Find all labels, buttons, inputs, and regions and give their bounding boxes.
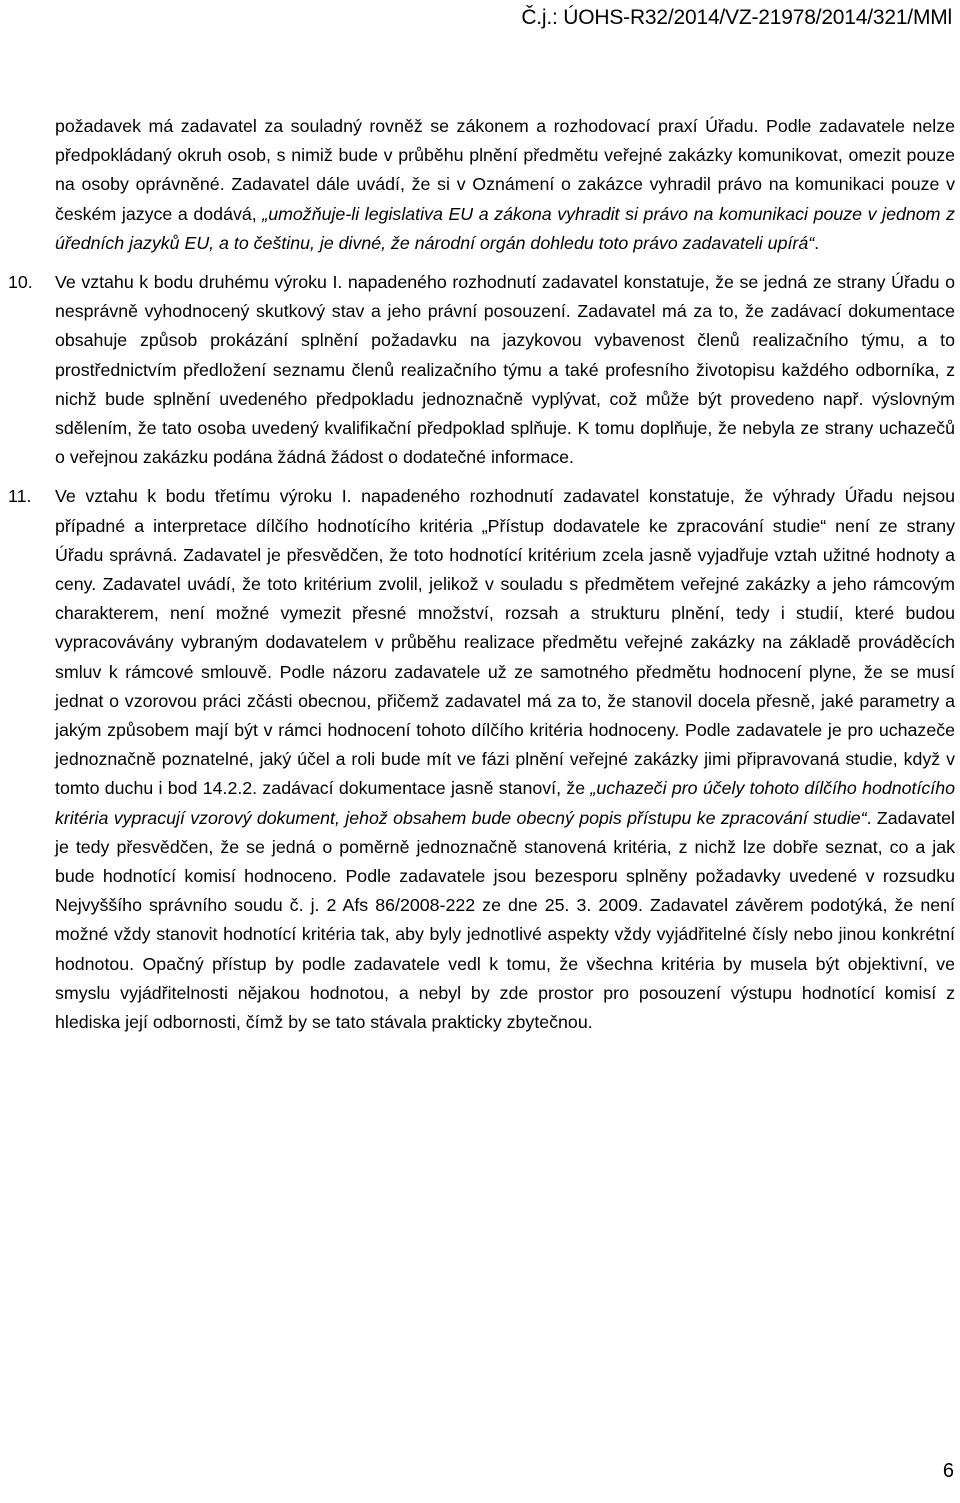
item-number: 11.	[8, 486, 32, 507]
item-text-part-end: . Zadavatel je tedy přesvědčen, že se jedná o poměrně jednoznačně stanovená kritéria, z nichž lze dobře seznat, co a jak bude hodnotící komisí hodnoceno. Podle zadavatele jsou bezesporu splněny požadavky uvedené v rozsudku Nejvyššího správního soudu č. j. 2 Afs 86/2008-222 ze dne 25. 3. 2009. Zadavatel závěrem podotýká, že není možné vždy stanovit hodnotící kritéria tak, aby byly jednotlivé aspekty vždy vyjádřitelné čísly nebo jinou konkrétní hodnotou. Opačný přístup by podle zadavatele vedl k tomu, že všechna kritéria by musela být objektivní, ve smyslu vyjádřitelnosti nějakou hodnotou, a nebyl by zde prostor pro posouzení výstupu hodnotící komisí z hlediska její odbornosti, čímž by se tato stávala prakticky zbytečnou.	[55, 807, 956, 1033]
document-body	[0, 112, 960, 1037]
item-text	[55, 482, 955, 1037]
paragraph-text-end: .	[814, 232, 820, 253]
numbered-item-11	[0, 482, 960, 1037]
item-quote: „uchazeči pro účely tohoto dílčího hodnotícího kritéria vypracují vzorový dokument, jehož obsahem bude obecný popis přístupu ke zpracování studie“	[55, 778, 955, 828]
item-text: Ve vztahu k bodu druhému výroku I. napadeného rozhodnutí zadavatel konstatuje, že se jedná ze strany Úřadu o nesprávně vyhodnocený skutkový stav a jeho právní posouzení. Zadavatel má za to, že zadávací dokumentace obsahuje způsob prokázání splnění požadavku na jazykovou vybavenost členů realizačního týmu, a to prostřednictvím předložení seznamu členů realizačního týmu a také profesního životopisu každého odborníka, z nichž bude splnění uvedeného předpokladu jednoznačně vyplývat, což může být provedeno např. výslovným sdělením, že tato osoba uvedený kvalifikační předpoklad splňuje. K tomu doplňuje, že nebyla ze strany uchazečů o veřejnou zakázku podána žádná žádost o dodatečné informace.	[55, 272, 955, 468]
item-number: 10.	[8, 272, 33, 293]
continued-paragraph	[55, 112, 955, 258]
paragraph-quote: „umožňuje-li legislativa EU a zákona vyhradit si právo na komunikaci pouze v jednom z úředních jazyků EU, a to češtinu, je divné, že národní orgán dohledu toto právo zadavateli upírá“	[55, 203, 955, 253]
document-reference-number: Č.j.: ÚOHS-R32/2014/VZ-21978/2014/321/MMl	[521, 6, 952, 29]
numbered-item-10	[0, 268, 960, 472]
paragraph-text: požadavek má zadavatel za souladný rovněž se zákonem a rozhodovací praxí Úřadu. Podle zadavatele nelze předpokládaný okruh osob, s nimiž bude v průběhu plnění předmětu veřejné zakázky komunikovat, omezit pouze na osoby oprávněné. Zadavatel dále uvádí, že si v Oznámení o zakázce vyhradil právo na komunikaci pouze v českém jazyce a dodává,	[55, 116, 955, 224]
page-number: 6	[942, 1460, 954, 1482]
item-text-part: Ve vztahu k bodu třetímu výroku I. napadeného rozhodnutí zadavatel konstatuje, že výhrady Úřadu nejsou případné a interpretace dílčího hodnotícího kritéria „Přístup dodavatele ke zpracování studie“ není ze strany Úřadu správná. Zadavatel je přesvědčen, že toto hodnotící kritérium zcela jasně vyjadřuje vztah užitné hodnoty a ceny. Zadavatel uvádí, že toto kritérium zvolil, jelikož v souladu s předmětem veřejné zakázky a jeho rámcovým charakterem, není možné vymezit přesné množství, rozsah a strukturu plnění, tedy i studií, které budou vypracovávány vybraným dodavatelem v průběhu realizace předmětu veřejné zakázky na základě prováděcích smluv k rámcové smlouvě. Podle názoru zadavatele už ze samotného předmětu hodnocení plyne, že se musí jednat o vzorovou práci zčásti obecnou, přičemž zadavatel má za to, že stanovil docela přesně, jaké parametry a jakým způsobem mají být v rámci hodnocení tohoto dílčího kritéria hodnoceny. Podle zadavatele je pro uchazeče jednoznačně poznatelné, jaký účel a roli bude mít ve fázi plnění veřejné zakázky jimi připravovaná studie, když v tomto duchu i bod 14.2.2. zadávací dokumentace jasně stanoví, že	[55, 486, 955, 799]
